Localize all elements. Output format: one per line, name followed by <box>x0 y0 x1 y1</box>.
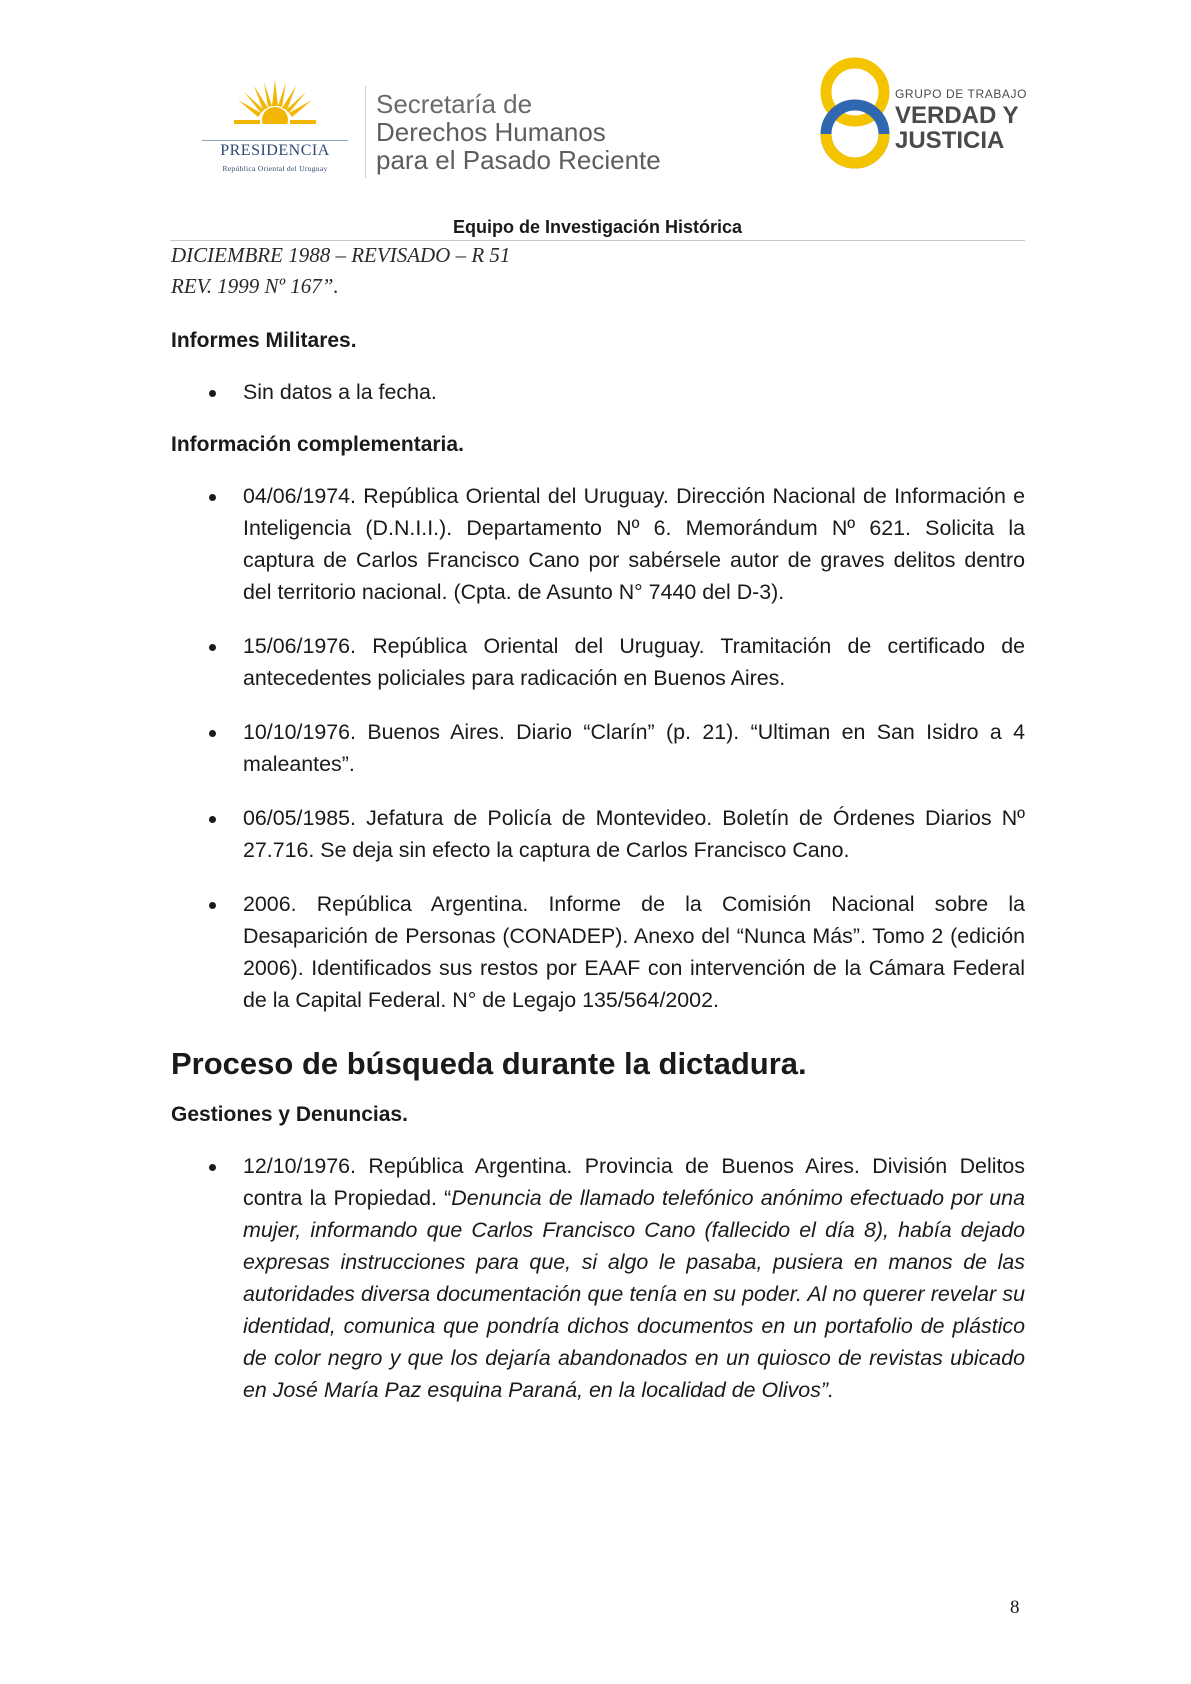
list-item-text: Sin datos a la fecha. <box>243 380 437 404</box>
list-item-text: 15/06/1976. República Oriental del Uruguay. Tramitación de certificado de antecedentes policiales para radicación en Buenos Aires. <box>243 634 1025 690</box>
bullet-icon <box>209 730 216 737</box>
list-item-text: 2006. República Argentina. Informe de la Comisión Nacional sobre la Desaparición de Personas (CONADEP). Anexo del “Nunca Más”. Tomo 2 (edición 2006). Identificados sus restos por EAAF con intervención de la Cámara Federal de la Capital Federal. N° de Legajo 135/564/2002. <box>243 892 1025 1012</box>
sun-emblem-icon <box>234 80 316 132</box>
list-item-text: 10/10/1976. Buenos Aires. Diario “Clarín” (p. 21). “Ultiman en San Isidro a 4 maleantes”. <box>243 720 1025 776</box>
presidencia-name: PRESIDENCIA <box>220 142 330 159</box>
informes-militares-list <box>171 376 1025 408</box>
secretaria-line-3: para el Pasado Reciente <box>376 145 661 175</box>
list-item <box>171 376 1025 408</box>
heading-informacion-complementaria: Información complementaria. <box>171 433 464 456</box>
presidencia-logo <box>196 80 354 180</box>
vyj-line-3: JUSTICIA <box>895 127 1005 154</box>
list-item <box>171 480 1025 608</box>
secretaria-title <box>376 90 661 174</box>
reference-line-2: REV. 1999 Nº 167”. <box>171 274 339 298</box>
bullet-icon <box>209 902 216 909</box>
bullet-icon <box>209 390 216 397</box>
team-title: Equipo de Investigación Histórica <box>452 217 743 237</box>
heading-informes-militares: Informes Militares. <box>171 329 357 352</box>
bullet-icon <box>209 1164 216 1171</box>
presidencia-subtitle: República Oriental del Uruguay <box>222 164 328 173</box>
bullet-icon <box>209 816 216 823</box>
vyj-line-2: VERDAD Y <box>895 102 1019 129</box>
document-body <box>171 240 1025 1406</box>
heading-gestiones-denuncias: Gestiones y Denuncias. <box>171 1103 408 1126</box>
list-item <box>171 802 1025 866</box>
list-item-text: 06/05/1985. Jefatura de Policía de Montevideo. Boletín de Órdenes Diarios Nº 27.716. Se deja sin efecto la captura de Carlos Francisco Cano. <box>243 806 1025 862</box>
presidencia-divider <box>202 140 348 141</box>
logo-separator <box>365 86 366 178</box>
list-item <box>171 1150 1025 1406</box>
list-item-quote: Denuncia de llamado telefónico anónimo efectuado por una mujer, informando que Carlos Francisco Cano (fallecido el día 8), había dejado expresas instrucciones para que, si algo le pasaba, pusiera en manos de las autoridades diversa documentación que tenía en su poder. Al no querer revelar su identidad, comunica que pondría dichos documentos en un portafolio de plástico de color negro y que los dejaría abandonados en un quiosco de revistas ubicado en José María Paz esquina Paraná, en la localidad de Olivos”. <box>243 1186 1025 1402</box>
page-number: 8 <box>1010 1597 1020 1618</box>
secretaria-line-2: Derechos Humanos <box>376 117 606 147</box>
heading-proceso-busqueda: Proceso de búsqueda durante la dictadura. <box>171 1046 807 1081</box>
list-item-lead: 12/10/1976. República Argentina. Provincia de Buenos Aires. División Delitos contra la Propiedad. “ <box>243 1154 1025 1210</box>
gestiones-list <box>171 1150 1025 1406</box>
list-item-text: 04/06/1974. República Oriental del Uruguay. Dirección Nacional de Información e Inteligencia (D.N.I.I.). Departamento Nº 6. Memorándum Nº 621. Solicita la captura de Carlos Francisco Cano por sabérsele autor de graves delitos dentro del territorio nacional. (Cpta. de Asunto N° 7440 del D-3). <box>243 484 1025 604</box>
page-header <box>0 0 1191 200</box>
secretaria-line-1: Secretaría de <box>376 89 533 119</box>
list-item <box>171 716 1025 780</box>
list-item <box>171 630 1025 694</box>
bullet-icon <box>209 494 216 501</box>
informacion-complementaria-list <box>171 480 1025 1016</box>
vyj-line-1: GRUPO DE TRABAJO <box>895 87 1028 101</box>
bullet-icon <box>209 644 216 651</box>
verdad-justicia-wordmark <box>895 88 1027 153</box>
reference-line-1: DICIEMBRE 1988 – REVISADO – R 51 <box>171 243 511 267</box>
list-item <box>171 888 1025 1016</box>
